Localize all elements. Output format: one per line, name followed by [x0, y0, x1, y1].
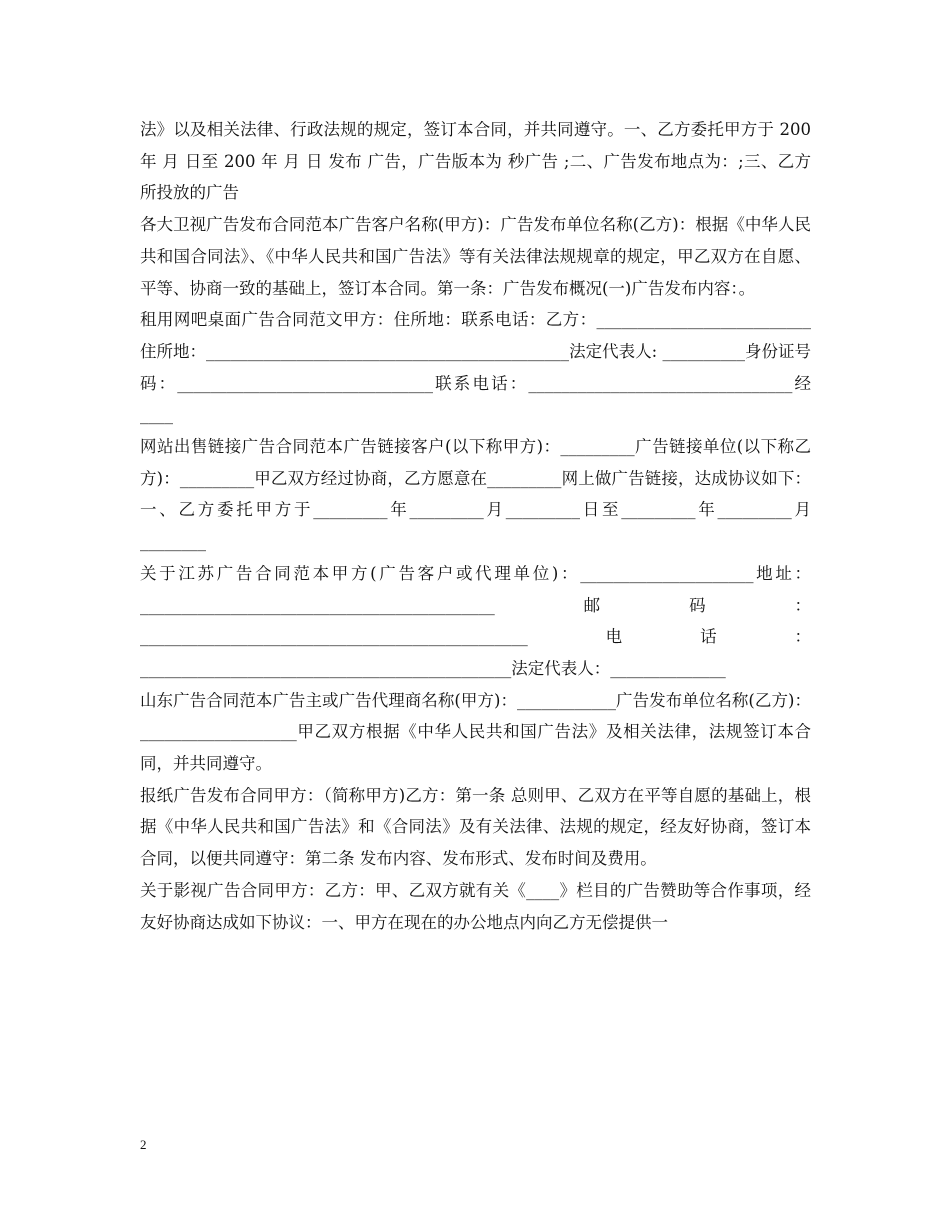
paragraph-6: 山东广告合同范本广告主或广告代理商名称(甲方)：____________广告发布单位名称(乙方)：___________________甲乙双方根据《中华人民共和国广告法》及相关法律，法规签订本合同，并共同遵守。	[140, 690, 811, 774]
paragraph-2: 各大卫视广告发布合同范本广告客户名称(甲方)：广告发布单位名称(乙方)：根据《中华人民共和国合同法》、《中华人民共和国广告法》等有关法律法规规章的规定，甲乙双方在自愿、平等、协商一致的基础上，签订本合同。第一条：广告发布概况(一)广告发布内容：。	[140, 215, 811, 298]
paragraph-7: 报纸广告发布合同甲方：（简称甲方)乙方：第一条 总则甲、乙双方在平等自愿的基础上，根据《中华人民共和国广告法》和《合同法》及有关法律、法规的规定，经友好协商，签订本合同，以便共同遵守：第二条 发布内容、发布形式、发布时间及费用。	[140, 785, 811, 869]
page-number: 2	[140, 1137, 147, 1152]
paragraph-8: 关于影视广告合同甲方：乙方：甲、乙双方就有关《____》栏目的广告赞助等合作事项，经友好协商达成如下协议：一、甲方在现在的办公地点内向乙方无偿提供一	[140, 880, 811, 932]
document-body	[140, 114, 811, 938]
paragraph-3: 租用网吧桌面广告合同范文甲方：住所地：联系电话：乙方：__________________________住所地：____________________________________________法定代表人: __________身份证号码：_______________________________联系电话：________________________________经____	[140, 310, 811, 425]
paragraph-1: 法》以及相关法律、行政法规的规定，签订本合同，并共同遵守。一、乙方委托甲方于 200 年 月 日至 200 年 月 日 发布 广告，广告版本为 秒广告 ;二、广告发布地点为：;三、乙方所投放的广告	[140, 120, 811, 203]
paragraph-4: 网站出售链接广告合同范本广告链接客户(以下称甲方)：_________广告链接单位(以下称乙方)：_________甲乙双方经过协商，乙方愿意在_________网上做广告链接，达成协议如下：一、乙方委托甲方于_________年_________月_________日至_________年_________月________	[140, 437, 811, 552]
paragraph-5: 关于江苏广告合同范本甲方(广告客户或代理单位)：_____________________地址：___________________________________________邮码：_______________________________________________电话：_____________________________________________法定代表人：______________	[140, 563, 811, 678]
